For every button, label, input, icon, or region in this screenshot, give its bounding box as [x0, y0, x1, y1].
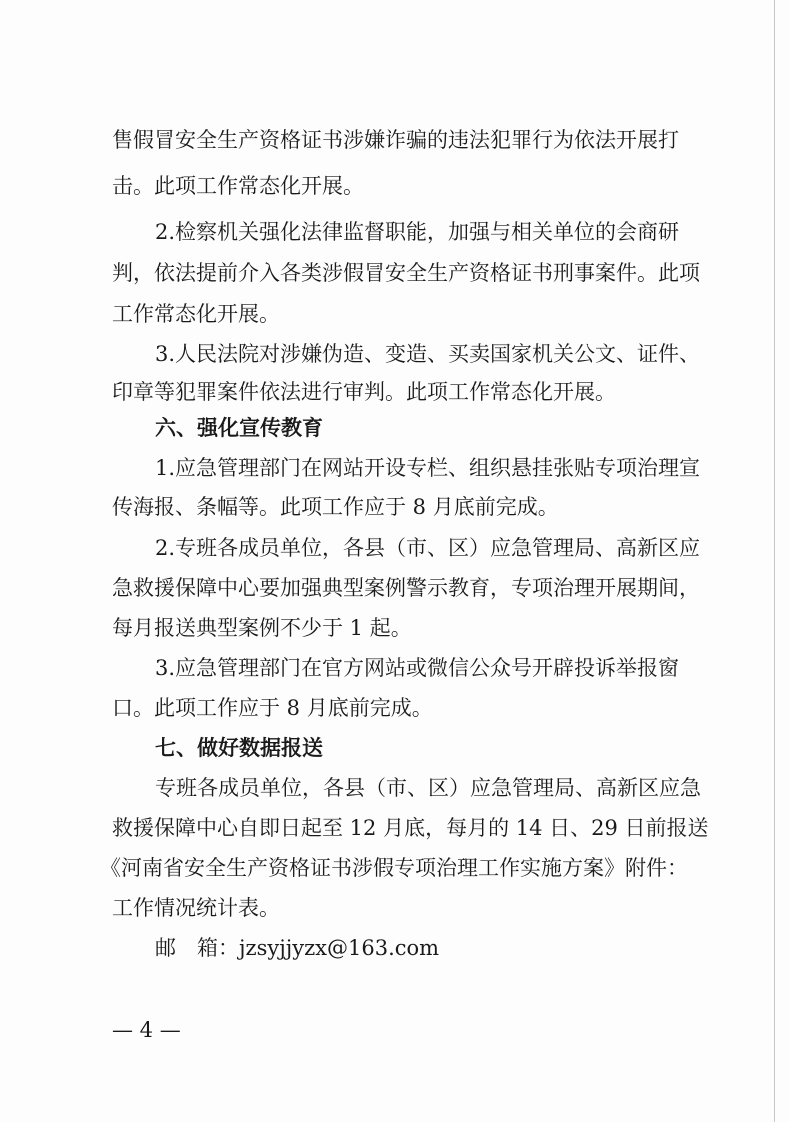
line-text: 2.检察机关强化法律监督职能，加强与相关单位的会商研 [155, 220, 680, 244]
line-text: 1.应急管理部门在网站开设专栏、组织悬挂张贴专项治理宣 [155, 456, 701, 480]
text-line [0, 340, 789, 368]
line-text: 3.人民法院对涉嫌伪造、变造、买卖国家机关公文、证件、 [155, 342, 701, 366]
email-text: 邮 箱：jzsyjjyzx@163.com [155, 936, 440, 960]
text-line [0, 574, 789, 602]
heading-text: 六、强化宣传教育 [155, 416, 323, 440]
line-text: 2.专班各成员单位，各县（市、区）应急管理局、高新区应 [155, 536, 701, 560]
line-text: 3.应急管理部门在官方网站或微信公众号开辟投诉举报窗 [155, 656, 680, 680]
text-line [0, 614, 789, 642]
line-text: 工作情况统计表。 [112, 896, 280, 920]
section-heading [0, 414, 789, 442]
heading-text: 七、做好数据报送 [155, 736, 323, 760]
line-text: 击。此项工作常态化开展。 [112, 174, 364, 198]
text-line [0, 218, 789, 246]
text-line [0, 378, 789, 406]
line-text: 判，依法提前介入各类涉假冒安全生产资格证书刑事案件。此项 [112, 261, 700, 285]
text-line [0, 534, 789, 562]
text-line [0, 894, 789, 922]
text-line [0, 454, 789, 482]
line-text: 急救援保障中心要加强典型案例警示教育，专项治理开展期间， [112, 576, 700, 600]
line-text: 传海报、条幅等。此项工作应于 8 月底前完成。 [112, 495, 559, 519]
text-line [0, 259, 789, 287]
text-line [0, 774, 789, 802]
line-text: 《河南省安全生产资格证书涉假专项治理工作实施方案》附件： [100, 856, 688, 880]
text-line [0, 300, 789, 328]
text-line [0, 654, 789, 682]
line-text: 每月报送典型案例不少于 1 起。 [112, 616, 412, 640]
text-line [0, 694, 789, 722]
text-line [0, 172, 789, 200]
email-line [0, 934, 789, 962]
line-text: 工作常态化开展。 [112, 302, 280, 326]
text-line [0, 854, 789, 882]
text-line [0, 493, 789, 521]
line-text: 口。此项工作应于 8 月底前完成。 [112, 696, 433, 720]
line-text: 救援保障中心自即日起至 12 月底，每月的 14 日、29 日前报送 [112, 816, 709, 840]
line-text: 专班各成员单位，各县（市、区）应急管理局、高新区应急 [155, 776, 701, 800]
text-line [0, 126, 789, 154]
section-heading [0, 734, 789, 762]
page-number: — 4 — [112, 1018, 181, 1042]
line-text: 印章等犯罪案件依法进行审判。此项工作常态化开展。 [112, 380, 616, 404]
line-text: 售假冒安全生产资格证书涉嫌诈骗的违法犯罪行为依法开展打 [112, 128, 679, 152]
text-line [0, 814, 789, 842]
